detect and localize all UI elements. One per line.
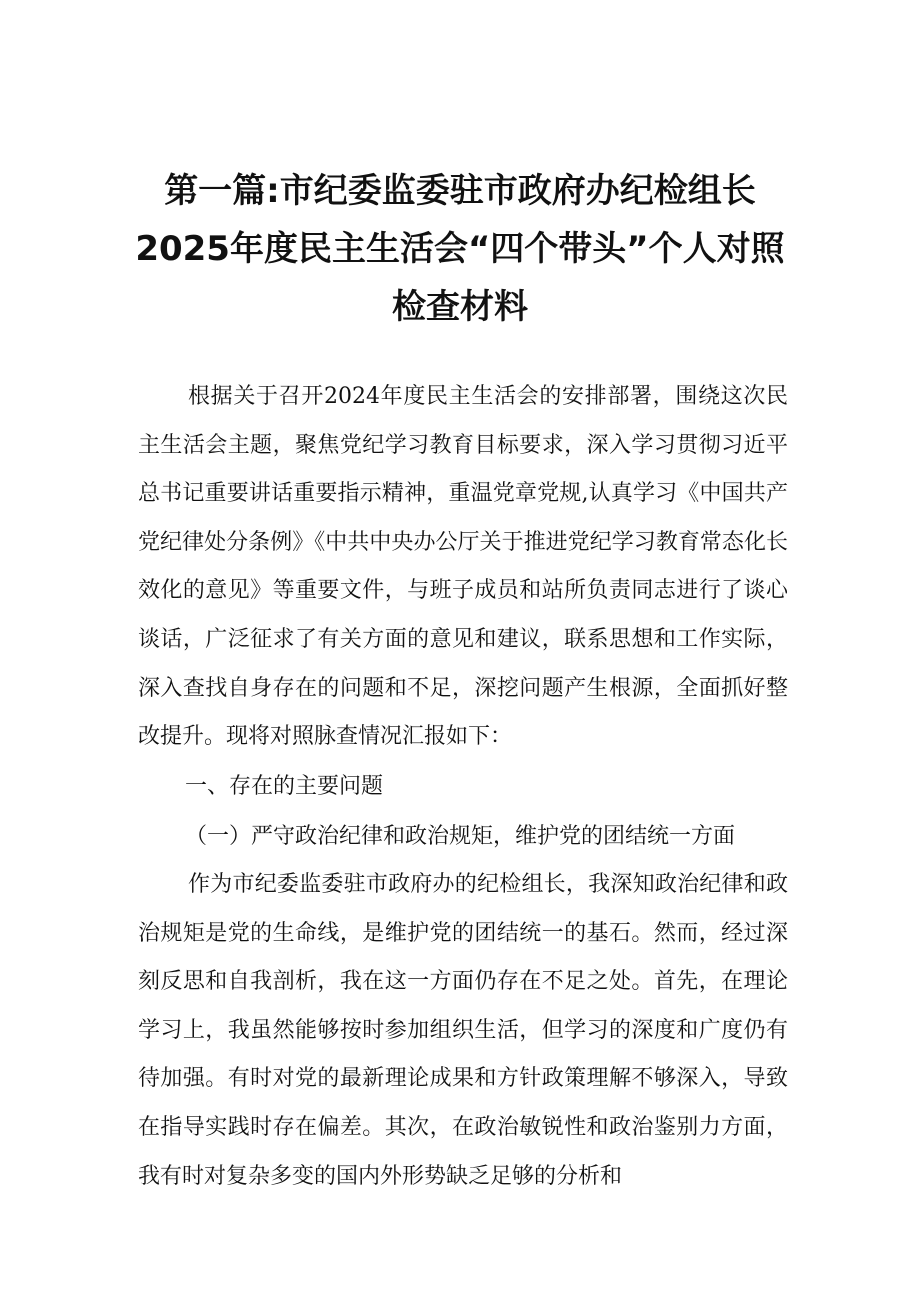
document-title <box>0 162 920 336</box>
body-paragraph: 作为市纪委监委驻市政府办的纪检组长，我深知政治纪律和政治规矩是党的生命线，是维护党的团结统一的基石。然而，经过深刻反思和自我剖析，我在这一方面仍存在不足之处。首先，在理论学习上，我虽然能够按时参加组织生活，但学习的深度和广度仍有待加强。有时对党的最新理论成果和方针政策理解不够深入，导致在指导实践时存在偏差。其次，在政治敏锐性和政治鉴别力方面，我有时对复杂多变的国内外形势缺乏足够的分析和 <box>138 872 788 1189</box>
title-line-3: 检查材料 <box>392 287 528 327</box>
section-heading: 一、存在的主要问题 <box>185 774 384 799</box>
title-line-1: 第一篇:市纪委监委驻市政府办纪检组长 <box>164 171 756 211</box>
sub-heading: （一）严守政治纪律和政治规矩，维护党的团结统一方面 <box>185 824 736 849</box>
title-line-2: 2025年度民主生活会“四个带头”个人对照 <box>135 229 785 269</box>
intro-paragraph: 根据关于召开2024年度民主生活会的安排部署，围绕这次民主生活会主题，聚焦党纪学习教育目标要求，深入学习贯彻习近平总书记重要讲话重要指示精神，重温党章党规,认真学习《中国共产党纪律处分条例》《中共中央办公厅关于推进党纪学习教育常态化长效化的意见》等重要文件，与班子成员和站所负责同志进行了谈心谈话，广泛征求了有关方面的意见和建议，联系思想和工作实际，深入查找自身存在的问题和不足，深挖问题产生根源，全面抓好整改提升。现将对照脉查情况汇报如下： <box>138 384 788 750</box>
